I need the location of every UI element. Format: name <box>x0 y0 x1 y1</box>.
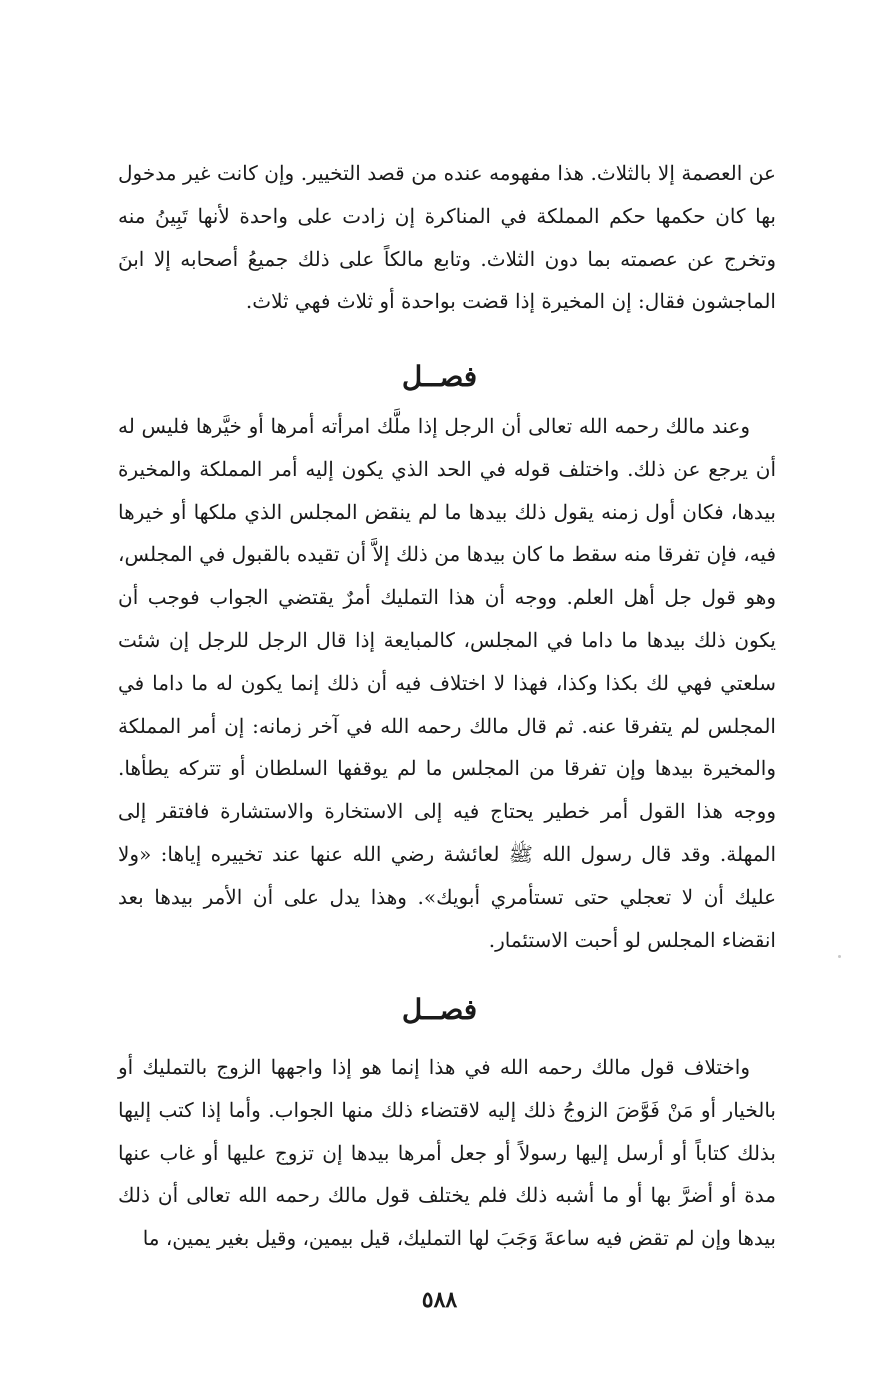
page-number: ٥٨٨ <box>421 1287 458 1313</box>
paragraph-block-middle <box>118 405 776 961</box>
paragraph-tamlik: وعند مالك رحمه الله تعالى أن الرجل إذا ملَّك امرأته أمرها أو خيَّرها فليس له أن يرجع عن ذلك. واختلف قوله في الحد الذي يكون إليه أمر المملكة والمخيرة بيدها، فكان أول زمنه يقول ذلك بيدها ما لم ينقض المجلس الذي ملكها أو خيرها فيه، فإن تفرقا منه سقط ما كان بيدها من ذلك إلاَّ أن تقيده بالقبول في المجلس، وهو قول جل أهل العلم. ووجه أن هذا التمليك أمرٌ يقتضي الجواب فوجب أن يكون ذلك بيدها ما داما في المجلس، كالمبايعة إذا قال الرجل للرجل إن شئت سلعتي فهي لك بكذا وكذا، فهذا لا اختلاف فيه أن ذلك إنما يكون له ما داما في المجلس لم يتفرقا عنه. ثم قال مالك رحمه الله في آخر زمانه: إن أمر المملكة والمخيرة بيدها وإن تفرقا من المجلس ما لم يوقفها السلطان أو تتركه يطأها. ووجه هذا القول أمر خطير يحتاج فيه إلى الاستخارة والاستشارة فافتقر إلى المهلة. وقد قال رسول الله ﷺ لعائشة رضي الله عنها عند تخييره إياها: «ولا عليك أن لا تعجلي حتى تستأمري أبويك». وهذا يدل على أن الأمر بيدها بعد انقضاء المجلس لو أحبت الاستئمار. <box>118 414 776 952</box>
section-heading-fasl-1: فصــل <box>401 360 478 393</box>
paragraph-block-bottom <box>118 1046 776 1260</box>
paragraph-ikhtilaf: واختلاف قول مالك رحمه الله في هذا إنما هو إذا واجهها الزوج بالتمليك أو بالخيار أو مَنْ فَوَّضَ الزوجُ ذلك إليه لاقتضاء ذلك منها الجواب. وأما إذا كتب إليها بذلك كتاباً أو أرسل إليها رسولاً أو جعل أمرها بيدها إن تزوج عليها أو غاب عنها مدة أو أضرَّ بها أو ما أشبه ذلك فلم يختلف قول مالك رحمه الله تعالى أن ذلك بيدها وإن لم تقض فيه ساعةَ وَجَبَ لها التمليك، قيل بيمين، وقيل بغير يمين، ما <box>118 1055 776 1251</box>
margin-mark <box>838 955 841 958</box>
paragraph-continuation: عن العصمة إلا بالثلاث. هذا مفهومه عنده من قصد التخيير. وإن كانت غير مدخول بها كان حكمها حكم المملكة في المناكرة إن زادت على واحدة لأنها تَبِينُ منه وتخرج عن عصمته بما دون الثلاث. وتابع مالكاً على ذلك جميعُ أصحابه إلا ابنَ الماجشون فقال: إن المخيرة إذا قضت بواحدة أو ثلاث فهي ثلاث. <box>118 161 776 314</box>
section-heading-fasl-2: فصــل <box>401 993 478 1026</box>
paragraph-block-top <box>118 152 776 323</box>
